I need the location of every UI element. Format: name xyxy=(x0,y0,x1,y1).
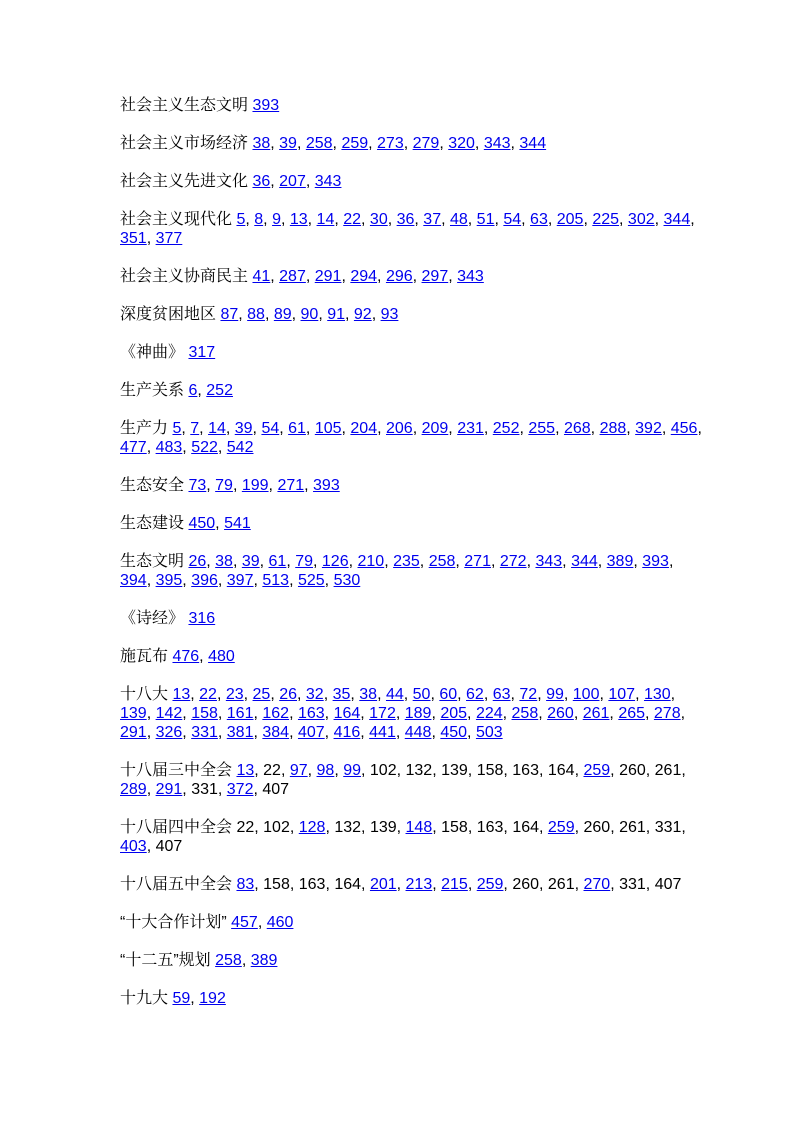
page-ref-link[interactable]: 331 xyxy=(191,724,218,741)
page-ref-link[interactable]: 192 xyxy=(199,990,226,1007)
page-ref-link[interactable]: 41 xyxy=(252,268,271,285)
page-ref-text: 22 xyxy=(236,819,255,836)
page-ref-link[interactable]: 279 xyxy=(412,135,440,152)
page-ref-link[interactable]: 60 xyxy=(439,686,458,703)
page-ref-link[interactable]: 50 xyxy=(412,686,431,703)
page-ref-link[interactable]: 503 xyxy=(475,724,503,741)
page-ref-link[interactable]: 525 xyxy=(297,572,325,589)
page-ref-text: 164 xyxy=(547,762,575,779)
page-ref-link[interactable]: 397 xyxy=(226,572,254,589)
page-ref-link[interactable]: 258 xyxy=(428,553,456,570)
page-ref-link[interactable]: 393 xyxy=(313,477,340,494)
index-term: 社会主义先进文化 xyxy=(120,173,249,190)
page-ref-link[interactable]: 343 xyxy=(457,268,484,285)
index-entry: 十八届四中全会 22, 102, 128, 132, 139, 148, 158, 163, 164, 259, 260, 261, 331, 403, 407 xyxy=(120,819,686,855)
page-ref-link[interactable]: 396 xyxy=(191,572,218,589)
page-ref-link[interactable]: 139 xyxy=(120,705,147,722)
page-ref-link[interactable]: 224 xyxy=(475,705,503,722)
index-entry: 十八大 13, 22, 23, 25, 26, 32, 35, 38, 44, 50, 60, 62, 63, 72, 99, 100, 107, 130, 139, 142, 158, 161, 162, 163, 164, 172, 189, 205, 224, 258, 260, 261, 265, 278, 291, 326, 331, 381, 384, 407, 416, 441, 448, 450, 503 xyxy=(120,686,686,741)
index-term: 十八届四中全会 xyxy=(120,819,233,836)
index-term: 深度贫困地区 xyxy=(120,306,217,323)
page-ref-link[interactable]: 316 xyxy=(188,610,216,627)
page-ref-link[interactable]: 317 xyxy=(188,344,216,361)
page-ref-text: 132 xyxy=(334,819,362,836)
page-ref-text: 164 xyxy=(512,819,540,836)
page-ref-link[interactable]: 22 xyxy=(199,686,217,703)
page-ref-text: 260 xyxy=(583,819,611,836)
page-ref-link[interactable]: 288 xyxy=(599,420,627,437)
page-ref-link[interactable]: 225 xyxy=(592,211,620,228)
page-ref-link[interactable]: 63 xyxy=(530,211,548,228)
page-ref-link[interactable]: 215 xyxy=(441,876,468,893)
page-ref-link[interactable]: 393 xyxy=(252,97,280,114)
page-ref-link[interactable]: 9 xyxy=(272,211,281,228)
page-ref-link[interactable]: 142 xyxy=(155,705,183,722)
page-ref-text: 164 xyxy=(334,876,362,893)
page-ref-text: 331 xyxy=(191,781,218,798)
page-ref-link[interactable]: 271 xyxy=(277,477,305,494)
page-ref-text: 139 xyxy=(441,762,468,779)
page-ref-text: 407 xyxy=(262,781,290,798)
page-ref-link[interactable]: 8 xyxy=(254,211,264,228)
page-ref-text: 158 xyxy=(263,876,290,893)
page-ref-link[interactable]: 261 xyxy=(582,705,610,722)
page-ref-link[interactable]: 36 xyxy=(396,211,415,228)
page-ref-text: 331 xyxy=(654,819,682,836)
page-ref-link[interactable]: 407 xyxy=(297,724,325,741)
index-entry: 生产关系 6, 252 xyxy=(120,382,233,399)
index-term: 生态文明 xyxy=(120,553,185,570)
page-ref-text: 102 xyxy=(263,819,290,836)
page-ref-link[interactable]: 392 xyxy=(635,420,662,437)
page-ref-link[interactable]: 259 xyxy=(583,762,611,779)
page-ref-link[interactable]: 51 xyxy=(476,211,495,228)
page-ref-link[interactable]: 259 xyxy=(341,135,369,152)
page-ref-link[interactable]: 450 xyxy=(188,515,216,532)
page-ref-link[interactable]: 87 xyxy=(220,306,239,323)
index-entry: 施瓦布 476, 480 xyxy=(120,648,235,665)
index-term: 社会主义生态文明 xyxy=(120,97,249,114)
page-ref-link[interactable]: 416 xyxy=(333,724,361,741)
page-ref-text: 132 xyxy=(405,762,433,779)
page-ref-link[interactable]: 90 xyxy=(300,306,319,323)
page-ref-link[interactable]: 483 xyxy=(155,439,183,456)
page-ref-link[interactable]: 79 xyxy=(295,553,314,570)
page-ref-link[interactable]: 14 xyxy=(208,420,226,437)
index-entry: 社会主义先进文化 36, 207, 343 xyxy=(120,173,342,190)
index-term: 十八届三中全会 xyxy=(120,762,233,779)
page-ref-link[interactable]: 213 xyxy=(405,876,433,893)
index-term: 社会主义市场经济 xyxy=(120,135,249,152)
index-term: 生态安全 xyxy=(120,477,185,494)
page-ref-link[interactable]: 343 xyxy=(535,553,563,570)
page-ref-link[interactable]: 231 xyxy=(457,420,484,437)
page-ref-link[interactable]: 326 xyxy=(155,724,183,741)
index-term: 十八大 xyxy=(120,686,169,703)
page-ref-link[interactable]: 272 xyxy=(499,553,527,570)
page-ref-link[interactable]: 38 xyxy=(215,553,233,570)
page-ref-link[interactable]: 189 xyxy=(404,705,432,722)
page-ref-link[interactable]: 72 xyxy=(519,686,538,703)
page-ref-text: 22 xyxy=(263,762,281,779)
page-ref-link[interactable]: 343 xyxy=(314,173,342,190)
page-ref-link[interactable]: 403 xyxy=(120,838,147,855)
page-ref-link[interactable]: 259 xyxy=(476,876,504,893)
page-ref-link[interactable]: 294 xyxy=(350,268,378,285)
index-term: 《神曲》 xyxy=(120,344,185,361)
page-ref-link[interactable]: 25 xyxy=(252,686,271,703)
page-ref-link[interactable]: 477 xyxy=(120,439,147,456)
page-ref-link[interactable]: 205 xyxy=(556,211,584,228)
page-ref-link[interactable]: 258 xyxy=(511,705,539,722)
page-ref-link[interactable]: 73 xyxy=(188,477,207,494)
index-list xyxy=(120,96,705,1027)
page-ref-link[interactable]: 235 xyxy=(393,553,420,570)
page-ref-text: 102 xyxy=(369,762,397,779)
page-ref-link[interactable]: 39 xyxy=(241,553,260,570)
page-ref-link[interactable]: 92 xyxy=(353,306,372,323)
page-ref-link[interactable]: 99 xyxy=(343,762,362,779)
page-ref-link[interactable]: 384 xyxy=(262,724,290,741)
page-ref-link[interactable]: 26 xyxy=(188,553,207,570)
page-ref-link[interactable]: 100 xyxy=(572,686,600,703)
page-ref-link[interactable]: 54 xyxy=(261,420,280,437)
page-ref-link[interactable]: 450 xyxy=(440,724,468,741)
page-ref-link[interactable]: 23 xyxy=(225,686,244,703)
page-ref-link[interactable]: 26 xyxy=(279,686,298,703)
page-ref-link[interactable]: 130 xyxy=(643,686,671,703)
index-entry: “十二五”规划 258, 389 xyxy=(120,952,278,969)
page-ref-link[interactable]: 14 xyxy=(316,211,335,228)
page-ref-link[interactable]: 13 xyxy=(236,762,255,779)
page-ref-link[interactable]: 162 xyxy=(262,705,290,722)
page-ref-link[interactable]: 343 xyxy=(483,135,511,152)
page-ref-link[interactable]: 480 xyxy=(208,648,235,665)
page-ref-link[interactable]: 456 xyxy=(670,420,698,437)
page-ref-link[interactable]: 441 xyxy=(369,724,396,741)
page-ref-link[interactable]: 287 xyxy=(279,268,306,285)
page-ref-link[interactable]: 389 xyxy=(250,952,278,969)
index-term: “十二五”规划 xyxy=(120,952,211,969)
page-ref-link[interactable]: 389 xyxy=(606,553,634,570)
page-ref-link[interactable]: 258 xyxy=(215,952,242,969)
page-ref-link[interactable]: 260 xyxy=(547,705,574,722)
page-ref-text: 261 xyxy=(547,876,575,893)
page-ref-text: 407 xyxy=(155,838,183,855)
page-ref-link[interactable]: 271 xyxy=(464,553,491,570)
page-ref-link[interactable]: 377 xyxy=(155,230,183,247)
page-ref-link[interactable]: 107 xyxy=(608,686,636,703)
page-ref-link[interactable]: 89 xyxy=(273,306,292,323)
page-ref-text: 158 xyxy=(441,819,468,836)
page-ref-link[interactable]: 48 xyxy=(449,211,468,228)
page-ref-text: 158 xyxy=(476,762,504,779)
page-ref-link[interactable]: 204 xyxy=(350,420,378,437)
page-ref-link[interactable]: 457 xyxy=(231,914,258,931)
page-ref-link[interactable]: 38 xyxy=(359,686,378,703)
page-ref-link[interactable]: 289 xyxy=(120,781,147,798)
page-ref-link[interactable]: 6 xyxy=(188,382,198,399)
index-entry: 生态文明 26, 38, 39, 61, 79, 126, 210, 235, 258, 271, 272, 343, 344, 389, 393, 394, 395, 396, 397, 513, 525, 530 xyxy=(120,553,674,589)
page-ref-link[interactable]: 91 xyxy=(327,306,346,323)
page-ref-link[interactable]: 161 xyxy=(226,705,254,722)
page-ref-link[interactable]: 62 xyxy=(466,686,484,703)
index-term: 十八届五中全会 xyxy=(120,876,233,893)
page-ref-link[interactable]: 268 xyxy=(563,420,591,437)
page-ref-link[interactable]: 172 xyxy=(369,705,396,722)
page-ref-link[interactable]: 97 xyxy=(289,762,308,779)
page-ref-link[interactable]: 126 xyxy=(321,553,349,570)
page-ref-link[interactable]: 61 xyxy=(268,553,287,570)
index-term: 《诗经》 xyxy=(120,610,185,627)
page-ref-link[interactable]: 448 xyxy=(404,724,432,741)
page-ref-link[interactable]: 210 xyxy=(357,553,385,570)
page-ref-link[interactable]: 278 xyxy=(653,705,681,722)
page-ref-link[interactable]: 61 xyxy=(288,420,306,437)
page-ref-link[interactable]: 252 xyxy=(492,420,520,437)
index-entry: 社会主义市场经济 38, 39, 258, 259, 273, 279, 320, 343, 344 xyxy=(120,135,547,152)
page-ref-link[interactable]: 291 xyxy=(314,268,342,285)
page-ref-link[interactable]: 320 xyxy=(448,135,475,152)
page-ref-text: 261 xyxy=(619,819,646,836)
page-ref-text: 260 xyxy=(512,876,540,893)
page-ref-link[interactable]: 54 xyxy=(503,211,522,228)
page-ref-link[interactable]: 209 xyxy=(421,420,449,437)
page-ref-link[interactable]: 542 xyxy=(226,439,254,456)
page-ref-link[interactable]: 22 xyxy=(343,211,362,228)
page-ref-link[interactable]: 541 xyxy=(224,515,251,532)
page-ref-link[interactable]: 259 xyxy=(547,819,575,836)
page-ref-link[interactable]: 38 xyxy=(252,135,271,152)
page-ref-link[interactable]: 206 xyxy=(386,420,413,437)
page-ref-link[interactable]: 39 xyxy=(279,135,297,152)
page-ref-link[interactable]: 205 xyxy=(440,705,468,722)
page-ref-link[interactable]: 36 xyxy=(252,173,271,190)
index-entry xyxy=(120,609,705,628)
page-ref-link[interactable]: 344 xyxy=(571,553,598,570)
page-ref-link[interactable]: 296 xyxy=(385,268,413,285)
index-entry: “十大合作计划” 457, 460 xyxy=(120,914,294,931)
page-ref-link[interactable]: 395 xyxy=(155,572,183,589)
page-ref-link[interactable]: 394 xyxy=(120,572,147,589)
index-term: 社会主义协商民主 xyxy=(120,268,249,285)
page-ref-link[interactable]: 158 xyxy=(191,705,218,722)
page-ref-link[interactable]: 99 xyxy=(546,686,564,703)
page-ref-text: 407 xyxy=(654,876,682,893)
page-ref-link[interactable]: 79 xyxy=(215,477,233,494)
page-ref-link[interactable]: 393 xyxy=(642,553,669,570)
index-term: 施瓦布 xyxy=(120,648,169,665)
page-ref-link[interactable]: 302 xyxy=(627,211,655,228)
index-entry: 社会主义协商民主 41, 287, 291, 294, 296, 297, 343 xyxy=(120,268,484,285)
page-ref-link[interactable]: 32 xyxy=(305,686,324,703)
page-ref-link[interactable]: 530 xyxy=(333,572,361,589)
page-ref-link[interactable]: 164 xyxy=(333,705,361,722)
page-ref-link[interactable]: 148 xyxy=(405,819,433,836)
page-ref-link[interactable]: 44 xyxy=(385,686,404,703)
page-ref-link[interactable]: 513 xyxy=(262,572,290,589)
index-term: 生产力 xyxy=(120,420,169,437)
page-ref-link[interactable]: 35 xyxy=(332,686,351,703)
index-entry: 生产力 5, 7, 14, 39, 54, 61, 105, 204, 206, 209, 231, 252, 255, 268, 288, 392, 456, 477, 483, 522, 542 xyxy=(120,420,702,456)
page-ref-link[interactable]: 98 xyxy=(316,762,335,779)
page-ref-link[interactable]: 5 xyxy=(172,420,182,437)
page-ref-link[interactable]: 255 xyxy=(528,420,556,437)
page-ref-link[interactable]: 291 xyxy=(120,724,147,741)
page-ref-text: 331 xyxy=(619,876,646,893)
index-entry: 十九大 59, 192 xyxy=(120,990,226,1007)
page-ref-link[interactable]: 39 xyxy=(234,420,253,437)
page-ref-link[interactable]: 163 xyxy=(297,705,325,722)
page-ref-link[interactable]: 207 xyxy=(279,173,306,190)
page-ref-link[interactable]: 83 xyxy=(236,876,255,893)
page-ref-link[interactable]: 63 xyxy=(492,686,511,703)
page-ref-link[interactable]: 13 xyxy=(172,686,191,703)
index-term: “十大合作计划” xyxy=(120,914,227,931)
index-entry xyxy=(120,96,705,115)
index-entry: 十八届三中全会 13, 22, 97, 98, 99, 102, 132, 139, 158, 163, 164, 259, 260, 261, 289, 291, 331, 372, 407 xyxy=(120,762,686,798)
page-ref-link[interactable]: 460 xyxy=(266,914,294,931)
page-ref-link[interactable]: 344 xyxy=(663,211,691,228)
page-ref-link[interactable]: 93 xyxy=(380,306,399,323)
index-entry xyxy=(120,343,705,362)
page-ref-link[interactable]: 13 xyxy=(289,211,308,228)
index-term: 生产关系 xyxy=(120,382,185,399)
page-ref-link[interactable]: 30 xyxy=(369,211,388,228)
index-entry: 生态建设 450, 541 xyxy=(120,515,251,532)
page-ref-text: 139 xyxy=(369,819,397,836)
page-ref-link[interactable]: 381 xyxy=(226,724,254,741)
page-ref-link[interactable]: 201 xyxy=(369,876,397,893)
page-ref-link[interactable]: 88 xyxy=(247,306,265,323)
page-ref-link[interactable]: 128 xyxy=(298,819,326,836)
page-ref-link[interactable]: 351 xyxy=(120,230,147,247)
index-term: 十九大 xyxy=(120,990,169,1007)
page-ref-text: 163 xyxy=(298,876,326,893)
page-ref-link[interactable]: 297 xyxy=(421,268,449,285)
page-ref-link[interactable]: 372 xyxy=(226,781,254,798)
page-ref-link[interactable]: 199 xyxy=(241,477,269,494)
index-term: 生态建设 xyxy=(120,515,185,532)
page-ref-link[interactable]: 265 xyxy=(618,705,646,722)
page-ref-link[interactable]: 291 xyxy=(155,781,183,798)
page-ref-text: 163 xyxy=(476,819,504,836)
page-ref-link[interactable]: 7 xyxy=(190,420,200,437)
index-term: 社会主义现代化 xyxy=(120,211,233,228)
page-ref-link[interactable]: 37 xyxy=(423,211,442,228)
page-ref-text: 163 xyxy=(512,762,539,779)
page-ref-text: 261 xyxy=(654,762,682,779)
index-entry: 十八届五中全会 83, 158, 163, 164, 201, 213, 215, 259, 260, 261, 270, 331, 407 xyxy=(120,876,682,893)
page-ref-link[interactable]: 59 xyxy=(172,990,191,1007)
page-ref-link[interactable]: 344 xyxy=(519,135,547,152)
index-entry: 生态安全 73, 79, 199, 271, 393 xyxy=(120,477,340,494)
page-ref-link[interactable]: 258 xyxy=(305,135,333,152)
page-ref-text: 260 xyxy=(619,762,646,779)
page-ref-link[interactable]: 273 xyxy=(377,135,404,152)
index-entry: 深度贫困地区 87, 88, 89, 90, 91, 92, 93 xyxy=(120,306,399,323)
page-ref-link[interactable]: 105 xyxy=(314,420,342,437)
page-ref-link[interactable]: 270 xyxy=(583,876,611,893)
page-ref-link[interactable]: 476 xyxy=(172,648,200,665)
page-ref-link[interactable]: 522 xyxy=(191,439,218,456)
index-entry: 社会主义现代化 5, 8, 9, 13, 14, 22, 30, 36, 37, 48, 51, 54, 63, 205, 225, 302, 344, 351, 377 xyxy=(120,211,695,247)
page-ref-link[interactable]: 252 xyxy=(206,382,233,399)
page-ref-link[interactable]: 5 xyxy=(236,211,246,228)
